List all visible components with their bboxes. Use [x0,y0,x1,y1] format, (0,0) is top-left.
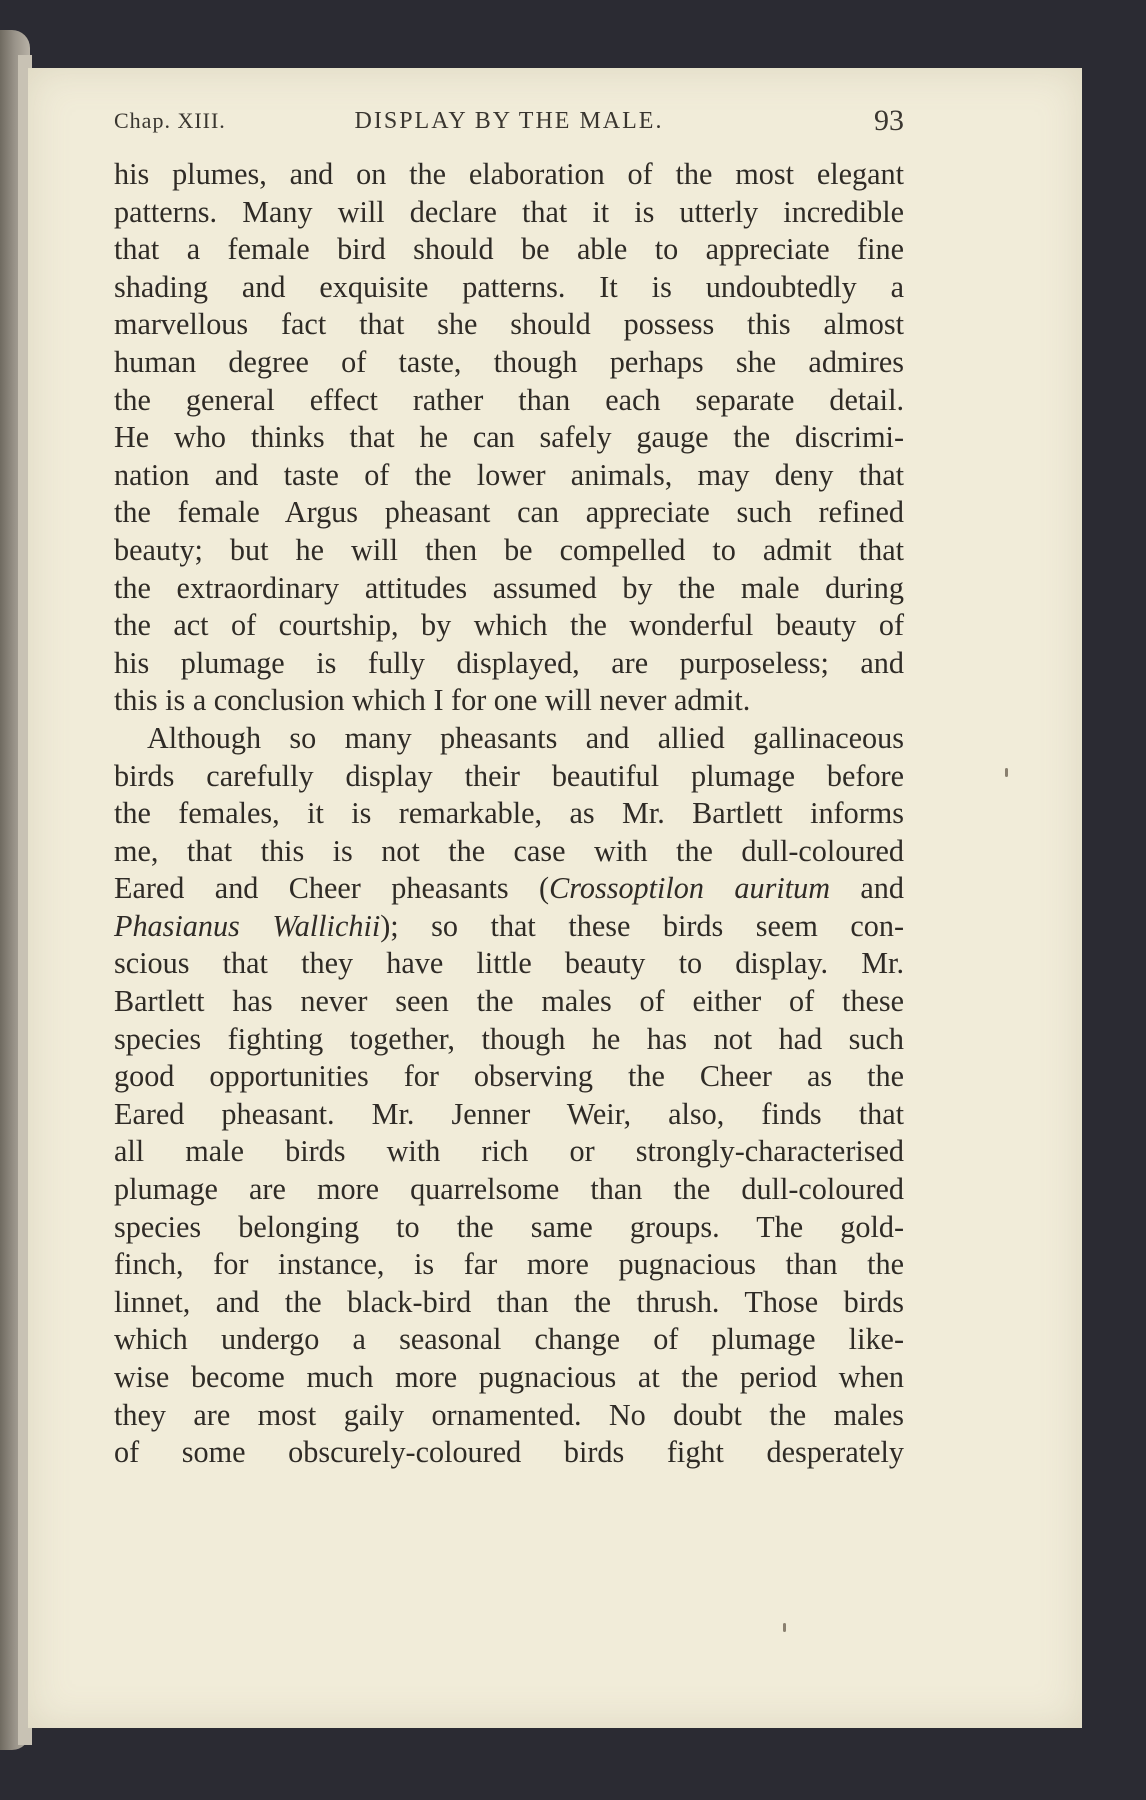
text-line: finch, for instance, is far more pugnacious than the [114,1247,904,1282]
species-name: Phasianus Wallichii [114,908,381,943]
margin-speck [1005,768,1008,777]
text-line: linnet, and the black-bird than the thrush. Those birds [114,1284,904,1319]
text-line: his plumes, and on the elaboration of the most elegant [114,157,904,191]
text-line: nation and taste of the lower animals, may deny that [114,457,904,492]
text-line: birds carefully display their beautiful plumage before [114,758,904,793]
text-line: plumage are more quarrelsome than the dull-coloured [114,1172,904,1207]
running-header [114,104,904,144]
species-name: Crossoptilon auritum [549,871,830,906]
text-line: species fighting together, though he has not had such [114,1021,904,1056]
text-line: shading and exquisite patterns. It is undoubtedly a [114,269,904,304]
text-line: the act of courtship, by which the wonderful beauty of [114,608,904,643]
text-line: of some obscurely-coloured birds fight desperately [114,1435,904,1470]
text-line: all male birds with rich or strongly-characterised [114,1134,904,1169]
text-line: He who thinks that he can safely gauge the discrimi- [114,420,904,455]
text-line: marvellous fact that she should possess this almost [114,307,904,342]
text-line: human degree of taste, though perhaps she admires [114,344,904,379]
text-line: Eared pheasant. Mr. Jenner Weir, also, finds that [114,1096,904,1131]
running-title: DISPLAY BY THE MALE. [354,108,664,134]
text-line: this is a conclusion which I for one will never admit. [114,683,751,718]
margin-speck [783,1623,786,1632]
text-line: scious that they have little beauty to display. Mr. [114,946,904,981]
text-line: Eared and Cheer pheasants (Crossoptilon auritum and [114,871,904,906]
chapter-label: Chap. XIII. [114,108,226,133]
page-number: 93 [874,104,904,137]
text-line: Phasianus Wallichii); so that these birds seem con- [114,908,904,943]
text-line: Bartlett has never seen the males of either of these [114,984,904,1019]
text-line: patterns. Many will declare that it is utterly incredible [114,194,904,229]
text-line: that a female bird should be able to appreciate fine [114,232,904,267]
text-line: the females, it is remarkable, as Mr. Bartlett informs [114,796,904,831]
text-line: wise become much more pugnacious at the period when [114,1360,904,1394]
text-line: they are most gaily ornamented. No doubt the males [114,1397,904,1432]
text-line: me, that this is not the case with the dull-coloured [114,833,904,868]
text-line: the female Argus pheasant can appreciate such refined [114,495,904,530]
text-line: his plumage is fully displayed, are purposeless; and [114,645,904,680]
text-line: the extraordinary attitudes assumed by the male during [114,570,904,605]
body-text [114,156,904,1472]
text-line: beauty; but he will then be compelled to admit that [114,532,904,567]
text-line: good opportunities for observing the Cheer as the [114,1059,904,1094]
text-line: Although so many pheasants and allied gallinaceous [147,720,904,755]
text-line: the general effect rather than each separate detail. [114,382,904,417]
text-line: species belonging to the same groups. The gold- [114,1209,904,1244]
text-line: which undergo a seasonal change of plumage like- [114,1322,904,1357]
